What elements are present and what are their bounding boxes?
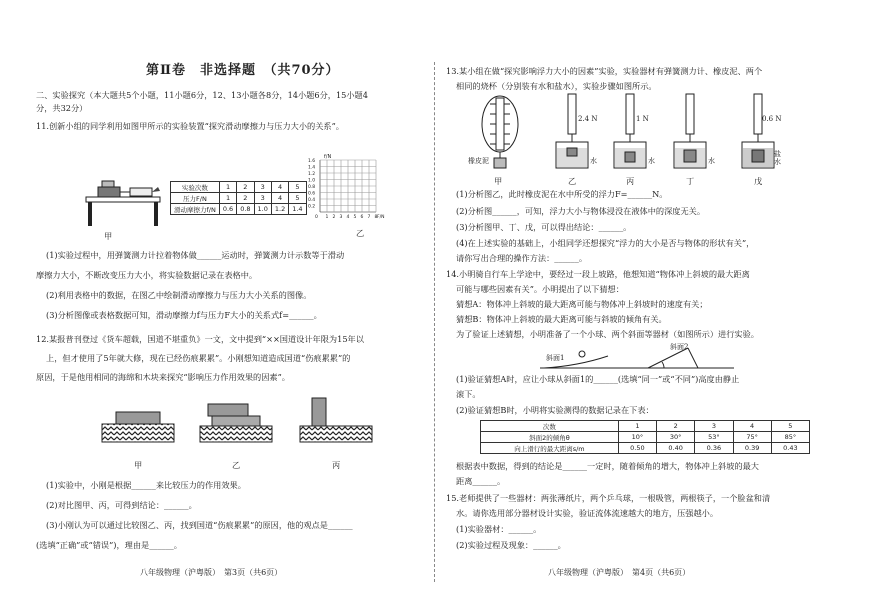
question-12-cont: 上，但才使用了5年就大修，现在已经伤痕累累”。小刚想知道造成国道“伤痕累累”的 — [46, 353, 351, 363]
label-water-ding: 水 — [708, 157, 715, 165]
friction-data-table — [170, 181, 307, 215]
x-tick-label: 1 — [325, 215, 329, 220]
figure-label-12-bing: 丙 — [332, 460, 341, 470]
friction-table-cell: 4 — [271, 193, 288, 204]
figure-label-12-jia: 甲 — [134, 460, 143, 470]
friction-table-cell: 1.4 — [289, 204, 306, 215]
figure-label-yi: 乙 — [356, 228, 365, 238]
slope-table-cell: 53° — [695, 432, 733, 443]
question-14-1: (1)验证猜想A时，应让小球从斜面1的______(选填“同一”或“不同”)高度由静止 — [456, 374, 740, 384]
hand-shape — [152, 187, 160, 192]
x-tick-label: 5 — [353, 215, 357, 220]
slope-2-support — [688, 348, 698, 368]
fig13-jia: 甲 — [494, 176, 503, 186]
figure-label-jia: 甲 — [104, 231, 113, 241]
label-salt-water: 盐水 — [774, 150, 781, 166]
question-15-2: (2)实验过程及现象：______。 — [456, 540, 566, 550]
clay-block — [494, 158, 506, 168]
question-14-3: 根据表中数据，得到的结论是______一定时，随着倾角的增大，物体冲上斜坡的最大 — [456, 461, 759, 471]
slope-1-label: 斜面1 — [546, 354, 565, 362]
fig13-bing: 丙 — [626, 176, 635, 186]
y-tick-label: 1.6 — [308, 159, 316, 164]
setup-wu — [742, 94, 774, 168]
fig13-yi: 乙 — [568, 176, 577, 186]
question-14-3-cont: 距离______。 — [456, 476, 506, 486]
friction-table-cell: 实验次数 — [171, 182, 220, 193]
friction-table-cell: 3 — [254, 193, 271, 204]
friction-table-row — [171, 204, 307, 215]
y-tick-label: 0.2 — [308, 204, 316, 210]
label-water-yi: 水 — [590, 157, 597, 165]
friction-apparatus-figure — [84, 173, 164, 228]
friction-table-cell: 0.6 — [219, 204, 236, 215]
block-yi-bottom — [212, 416, 260, 426]
question-14-1-cont: 滚下。 — [456, 389, 481, 399]
friction-table-cell: 0.8 — [237, 204, 254, 215]
question-12: 12.某报普刊登过《货车超载，国道不堪重负》一文，文中提到“××国道设计年限为15年以 — [36, 334, 364, 344]
friction-table-cell: 5 — [289, 193, 306, 204]
question-11-1: (1)实验过程中，用弹簧测力计拉着物体做______运动时，弹簧测力计示数等于滑动 — [46, 250, 345, 260]
section-heading-cont: 分，共32分） — [36, 103, 88, 113]
x-tick-label: 2 — [332, 215, 336, 220]
x-tick-label: 8 — [374, 215, 378, 220]
slope-figure — [538, 340, 738, 372]
slope-table-cell: 4 — [733, 421, 771, 432]
section-title: 第Ⅱ卷 非选择题 （共70分） — [146, 63, 340, 78]
question-13-3: (3)分析图甲、丁、戊，可以得出结论：______。 — [456, 222, 632, 232]
y-tick-label: 0.6 — [308, 191, 316, 197]
friction-table-cell: 滑动摩擦力f/N — [171, 204, 220, 215]
friction-graph — [306, 150, 386, 222]
setup-ding — [674, 94, 706, 168]
question-13-4: (4)在上述实验的基础上，小组同学还想探究“浮力的大小是否与物体的形状有关”， — [456, 238, 755, 248]
block-bing — [312, 398, 326, 426]
scale-body — [496, 98, 504, 150]
question-14-setup: 为了验证上述猜想，小明准备了一个小球、两个斜面等器材（如图所示）进行实验。 — [456, 329, 759, 339]
question-12-cont2: 原因，于是他用相同的海绵和木块来探究“影响压力作用效果的因素”。 — [36, 372, 290, 382]
slope-table-cell: 3 — [695, 421, 733, 432]
question-12-3: (3)小刚认为可以通过比较图乙、丙，找到国道“伤痕累累”的原因，他的观点是______ — [46, 520, 353, 530]
setup-bing — [614, 94, 646, 168]
question-13-1: (1)分析图乙，此时橡皮泥在水中所受的浮力F=______N。 — [456, 189, 668, 199]
table-leg — [88, 202, 92, 226]
slope-table-cell: 1 — [618, 421, 656, 432]
wood-block — [98, 187, 120, 197]
friction-table-cell: 5 — [289, 182, 306, 193]
figure-label-12-yi: 乙 — [232, 460, 241, 470]
friction-table-cell: 4 — [271, 182, 288, 193]
friction-table-cell: 2 — [237, 193, 254, 204]
x-tick-label: 7 — [367, 215, 371, 220]
buoyancy-figures — [478, 92, 808, 170]
friction-table-cell: 1.2 — [271, 204, 288, 215]
block-yi-top — [208, 404, 248, 416]
slope-data-table — [480, 420, 810, 454]
sponge-figures — [96, 396, 396, 448]
friction-table-row — [171, 193, 307, 204]
question-11-2: (2)利用表格中的数据，在图乙中绘制滑动摩擦力与压力大小关系的图像。 — [46, 290, 312, 300]
question-15-1: (1)实验器材：______。 — [456, 524, 542, 534]
y-axis-label: f/N — [324, 154, 332, 160]
slope-table-cell: 30° — [657, 432, 695, 443]
friction-table-cell: 1 — [219, 193, 236, 204]
question-15: 15.老师提供了一些器材：两张薄纸片，两个乒乓球，一根吸管，两根筷子，一个脸盆和清 — [446, 493, 771, 503]
slope-table-cell: 2 — [657, 421, 695, 432]
table-leg — [154, 202, 158, 226]
slope-table-row — [481, 421, 810, 432]
x-tick-label: 6 — [360, 215, 364, 220]
section-heading: 二、实验探究（本大题共5个小题，11小题6分，12、13小题各8分，14小题6分，15小题4 — [36, 90, 368, 100]
slope-table-cell: 0.50 — [618, 443, 656, 454]
label-water-bing: 水 — [648, 157, 655, 165]
hypothesis-a: 猜想A：物体冲上斜坡的最大距离可能与物体冲上斜坡时的速度有关； — [456, 299, 708, 309]
label-clay: 橡皮泥 — [468, 157, 489, 165]
slope-table-cell: 75° — [733, 432, 771, 443]
setup-yi — [556, 94, 588, 168]
friction-table-cell: 压力F/N — [171, 193, 220, 204]
slope-table-cell: 斜面2的倾角θ — [481, 432, 619, 443]
friction-table-cell: 1.0 — [254, 204, 271, 215]
slope-table-row — [481, 443, 810, 454]
question-14: 14.小明骑自行车上学途中，要经过一段上坡路，他想知道“物体冲上斜坡的最大距离 — [446, 269, 750, 279]
question-14-2: (2)验证猜想B时，小明将实验测得的数据记录在下表： — [456, 405, 654, 415]
slope-table-cell: 85° — [771, 432, 809, 443]
weight-block — [102, 181, 114, 187]
question-12-2: (2)对比图甲、丙，可得到结论：______。 — [46, 500, 197, 510]
slope-table-cell: 次数 — [481, 421, 619, 432]
ball — [579, 351, 585, 357]
sponge-yi — [200, 426, 272, 442]
fig13-ding: 丁 — [686, 176, 695, 186]
block-jia — [116, 412, 160, 424]
force-yi: 2.4 N — [578, 115, 598, 123]
x-tick-label: 3 — [339, 215, 343, 220]
sponge-bing — [300, 426, 372, 442]
slope-2-label: 斜面2 — [670, 343, 689, 351]
slope-table-cell: 0.43 — [771, 443, 809, 454]
angle-arc — [662, 362, 664, 368]
friction-table-row — [171, 182, 307, 193]
question-13-4-cont: 请你写出合理的操作方法：______。 — [456, 253, 588, 263]
slope-table-cell: 10° — [618, 432, 656, 443]
origin-label: 0 — [315, 215, 318, 220]
question-11: 11.创新小组的同学利用如图甲所示的实验装置“探究滑动摩擦力与压力大小的关系”。 — [36, 121, 344, 131]
slope-table-row — [481, 432, 810, 443]
y-tick-label: 1.0 — [308, 178, 316, 184]
slope-table-cell: 0.40 — [657, 443, 695, 454]
friction-table-cell: 2 — [237, 182, 254, 193]
x-tick-label: 4 — [346, 215, 350, 220]
slope-table-cell: 0.36 — [695, 443, 733, 454]
y-tick-label: 0.4 — [308, 198, 316, 203]
question-12-1: (1)实验中，小刚是根据______来比较压力的作用效果。 — [46, 480, 246, 490]
table-top — [86, 197, 160, 202]
sponge-jia — [102, 424, 174, 442]
fig13-wu: 戊 — [754, 176, 763, 186]
spring-scale — [130, 188, 152, 196]
page-divider — [434, 62, 435, 582]
hypothesis-b: 猜想B：物体冲上斜坡的最大距离可能与斜坡的倾角有关。 — [456, 314, 667, 324]
question-12-3-cont: (选填“正确”或“错误”)，理由是______。 — [36, 540, 182, 550]
question-13-2: (2)分析图______，可知，浮力大小与物体浸没在液体中的深度无关。 — [456, 206, 706, 216]
y-tick-label: 0.8 — [308, 185, 316, 190]
page-footer-4: 八年级物理（沪粤版） 第4页（共6页） — [548, 568, 691, 577]
y-tick-label: 1.2 — [308, 172, 316, 177]
question-13: 13.某小组在做“探究影响浮力大小的因素”实验，实验器材有弹簧测力计、橡皮泥、两个 — [446, 66, 763, 76]
slope-table-cell: 5 — [771, 421, 809, 432]
question-15-cont: 水。请你选用部分器材设计实验，验证流体流速越大的地方，压强越小。 — [456, 508, 719, 518]
force-wu: 0.6 N — [762, 115, 782, 123]
friction-table-cell: 1 — [219, 182, 236, 193]
question-13-cont: 相同的烧杯（分别装有水和盐水），实验步骤如图所示。 — [456, 81, 657, 91]
y-tick-label: 1.4 — [308, 165, 316, 171]
page-footer-3: 八年级物理（沪粤版） 第3页（共6页） — [140, 568, 283, 577]
force-bing: 1 N — [636, 115, 649, 123]
question-14-cont: 可能与哪些因素有关”。小明提出了以下猜想： — [456, 284, 624, 294]
right-page — [438, 0, 870, 615]
x-axis-label: F/N — [377, 215, 385, 220]
left-page — [0, 0, 432, 615]
question-11-1-cont: 摩擦力大小，不断改变压力大小，将实验数据记录在表格中。 — [36, 270, 258, 280]
slope-table-cell: 0.39 — [733, 443, 771, 454]
friction-table-cell: 3 — [254, 182, 271, 193]
question-11-3: (3)分析图像或表格数据可知，滑动摩擦力f与压力F大小的关系式f=______。 — [46, 310, 322, 320]
slope-table-cell: 向上滑行的最大距离s/m — [481, 443, 619, 454]
